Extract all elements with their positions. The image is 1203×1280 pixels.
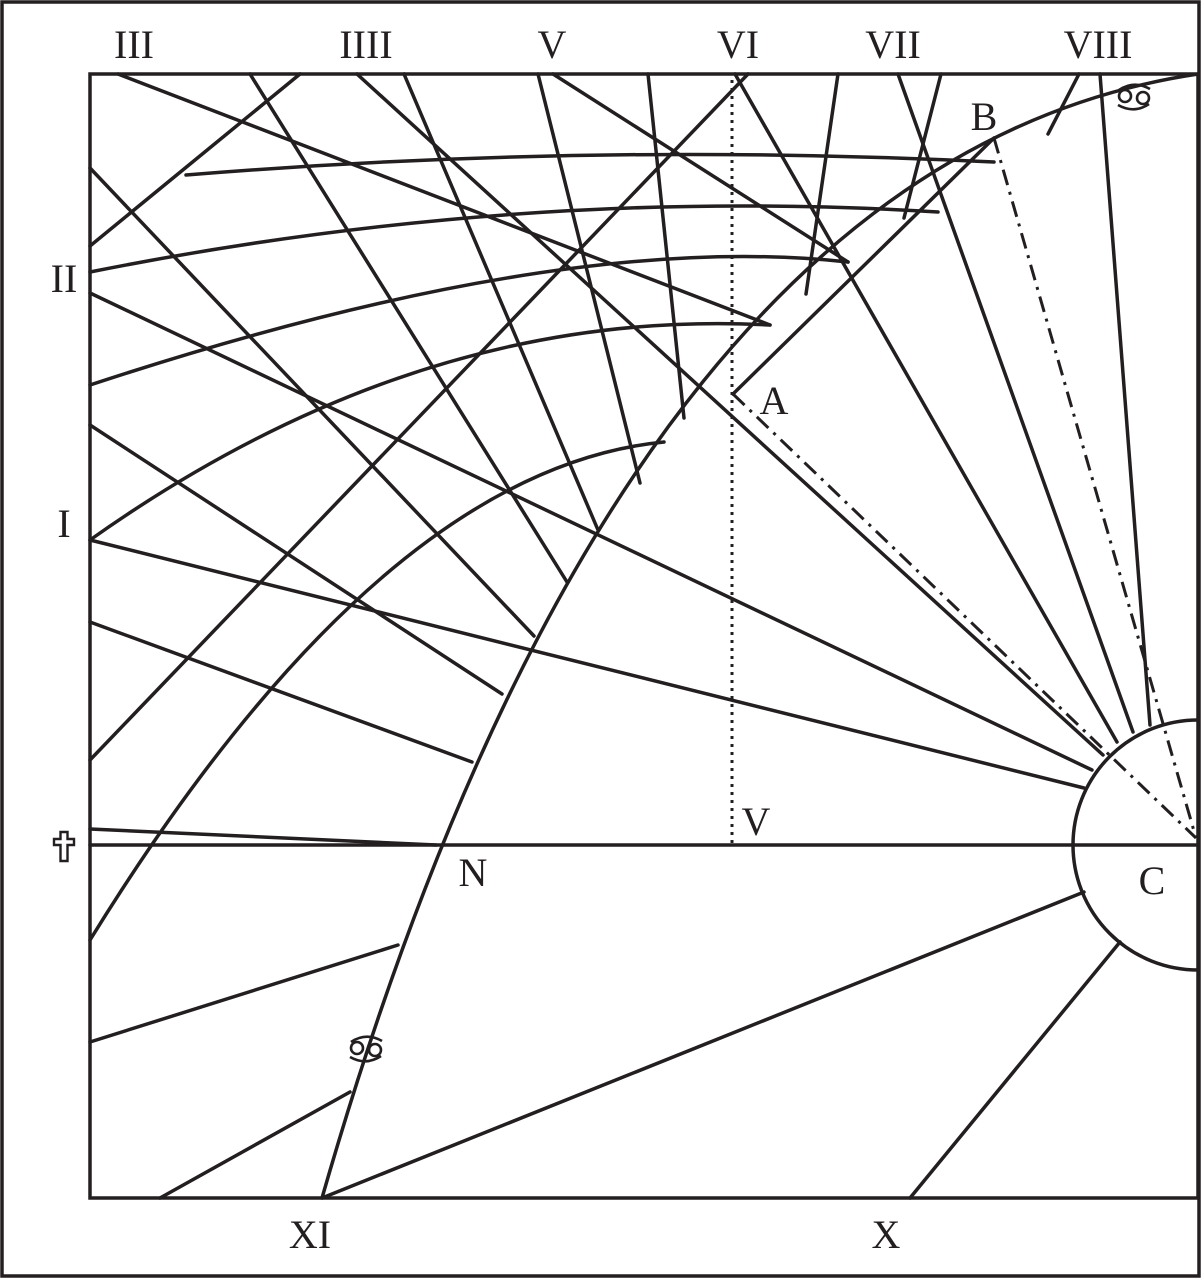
point-label-a: A [759,378,789,423]
hour-label-iii: III [114,22,154,67]
point-label-c: C [1138,858,1166,903]
left-hour-labels [51,256,78,546]
hour-label-x: X [871,1212,901,1257]
bottom-hour-labels [289,1212,901,1257]
declination-arcs [90,74,1198,1198]
top-hour-labels [114,22,1132,67]
point-label-n: N [458,850,488,895]
point-label-v: V [741,799,771,844]
hour-label-iiii: IIII [339,22,393,67]
hour-label-ii: II [50,256,78,301]
hour-label-v: V [537,22,567,67]
hour-label-viii: VIII [1063,22,1133,67]
tropic-cancer-curve [322,74,1198,1198]
hour-label-vii: VII [865,22,921,67]
point-label-b: B [970,94,998,139]
hour-label-vi: VI [716,22,760,67]
hour-lines-other [90,74,1079,1198]
hour-label-xi: XI [288,1212,332,1257]
cross-icon [54,832,74,861]
style-line-a [733,394,1196,838]
style-line-b [994,138,1196,838]
hour-label-i: I [57,501,71,546]
